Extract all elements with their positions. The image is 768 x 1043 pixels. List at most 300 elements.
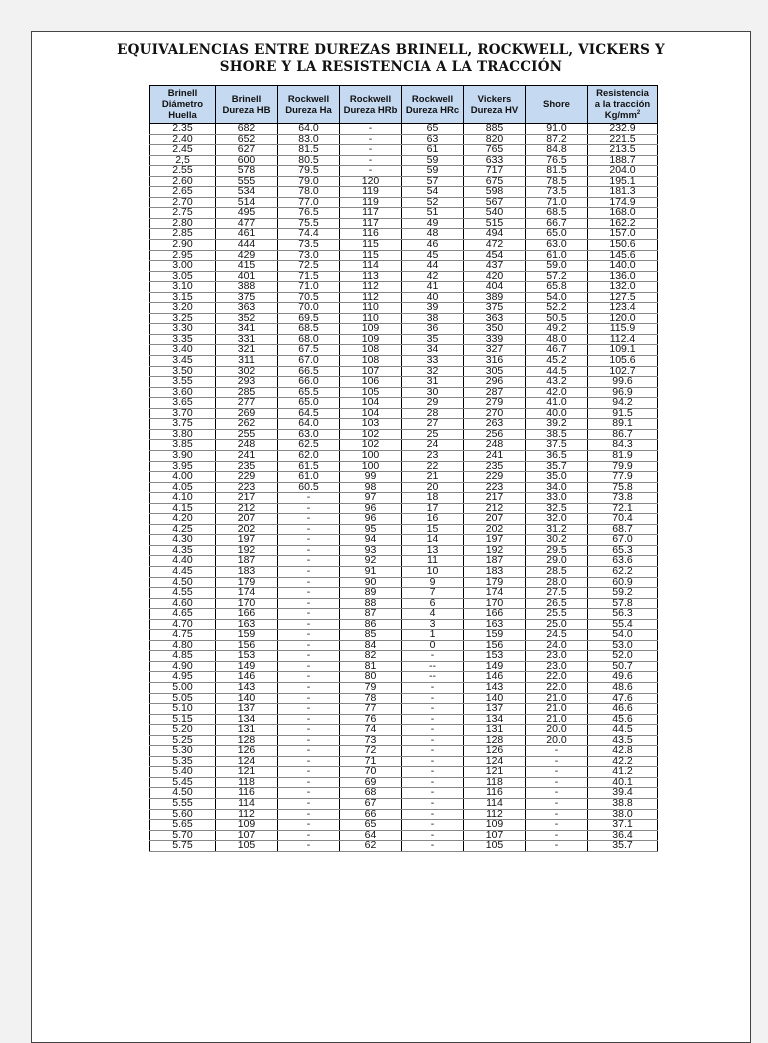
cell-vickers-hv: 109: [464, 820, 526, 831]
cell-shore: 78.5: [526, 176, 588, 187]
cell-brinell-hb: 285: [216, 387, 278, 398]
cell-brinell-hb: 217: [216, 493, 278, 504]
cell-vickers-hv: 494: [464, 229, 526, 240]
cell-rockwell-hrc: 29: [402, 398, 464, 409]
cell-brinell-hb: 302: [216, 366, 278, 377]
cell-brinell-diametro: 5.45: [150, 777, 216, 788]
cell-rockwell-ha: 75.5: [278, 218, 340, 229]
cell-brinell-hb: 255: [216, 429, 278, 440]
cell-brinell-diametro: 4.60: [150, 598, 216, 609]
cell-resistencia-traccion: 72.1: [588, 503, 658, 514]
header-brinell-hb: Brinell Dureza HB: [216, 86, 278, 124]
cell-vickers-hv: 212: [464, 503, 526, 514]
cell-vickers-hv: 229: [464, 472, 526, 483]
cell-brinell-hb: 495: [216, 208, 278, 219]
header-rockwell-ha: Rockwell Dureza Ha: [278, 86, 340, 124]
cell-brinell-diametro: 4.90: [150, 661, 216, 672]
cell-vickers-hv: 223: [464, 482, 526, 493]
table-row: [150, 682, 658, 693]
cell-rockwell-hrc: -: [402, 725, 464, 736]
cell-rockwell-ha: -: [278, 545, 340, 556]
cell-rockwell-ha: -: [278, 820, 340, 831]
cell-rockwell-hrb: 76: [340, 714, 402, 725]
cell-shore: -: [526, 820, 588, 831]
cell-rockwell-hrc: -: [402, 830, 464, 841]
cell-vickers-hv: 598: [464, 187, 526, 198]
cell-shore: 25.5: [526, 609, 588, 620]
cell-vickers-hv: 327: [464, 345, 526, 356]
cell-vickers-hv: 187: [464, 556, 526, 567]
cell-rockwell-hrb: 116: [340, 229, 402, 240]
cell-shore: 71.0: [526, 197, 588, 208]
cell-brinell-diametro: 4.15: [150, 503, 216, 514]
cell-resistencia-traccion: 109.1: [588, 345, 658, 356]
cell-brinell-hb: 140: [216, 693, 278, 704]
cell-brinell-hb: 166: [216, 609, 278, 620]
cell-rockwell-hrc: 41: [402, 282, 464, 293]
cell-vickers-hv: 454: [464, 250, 526, 261]
cell-rockwell-hrc: 6: [402, 598, 464, 609]
cell-rockwell-ha: -: [278, 830, 340, 841]
cell-rockwell-hrc: 63: [402, 134, 464, 145]
cell-brinell-diametro: 2.80: [150, 218, 216, 229]
cell-brinell-diametro: 3.75: [150, 419, 216, 430]
cell-rockwell-hrb: 117: [340, 218, 402, 229]
cell-resistencia-traccion: 42.8: [588, 746, 658, 757]
cell-vickers-hv: 105: [464, 841, 526, 852]
cell-resistencia-traccion: 67.0: [588, 535, 658, 546]
cell-rockwell-hrb: 113: [340, 271, 402, 282]
cell-rockwell-ha: 73.5: [278, 240, 340, 251]
cell-brinell-diametro: 3.65: [150, 398, 216, 409]
cell-shore: 32.5: [526, 503, 588, 514]
cell-vickers-hv: 363: [464, 313, 526, 324]
table-row: [150, 356, 658, 367]
cell-brinell-hb: 331: [216, 334, 278, 345]
cell-brinell-hb: 183: [216, 566, 278, 577]
cell-rockwell-hrc: 48: [402, 229, 464, 240]
header-vickers-hv: Vickers Dureza HV: [464, 86, 526, 124]
cell-rockwell-hrc: -: [402, 682, 464, 693]
cell-shore: 65.8: [526, 282, 588, 293]
cell-rockwell-ha: 68.0: [278, 334, 340, 345]
table-row: [150, 261, 658, 272]
table-header-row: [150, 86, 658, 124]
cell-rockwell-hrb: 107: [340, 366, 402, 377]
cell-brinell-hb: 153: [216, 651, 278, 662]
cell-rockwell-hrc: -: [402, 735, 464, 746]
cell-brinell-hb: 375: [216, 292, 278, 303]
cell-rockwell-ha: 62.5: [278, 440, 340, 451]
table-row: [150, 809, 658, 820]
cell-vickers-hv: 126: [464, 746, 526, 757]
table-row: [150, 756, 658, 767]
cell-rockwell-hrb: 91: [340, 566, 402, 577]
cell-rockwell-hrc: -: [402, 756, 464, 767]
cell-vickers-hv: 121: [464, 767, 526, 778]
cell-shore: 29.5: [526, 545, 588, 556]
table-row: [150, 545, 658, 556]
cell-brinell-diametro: 4.30: [150, 535, 216, 546]
cell-rockwell-hrc: 65: [402, 124, 464, 135]
cell-rockwell-ha: -: [278, 725, 340, 736]
cell-resistencia-traccion: 84.3: [588, 440, 658, 451]
cell-brinell-diametro: 5.75: [150, 841, 216, 852]
cell-vickers-hv: 567: [464, 197, 526, 208]
cell-vickers-hv: 207: [464, 514, 526, 525]
cell-brinell-diametro: 4.00: [150, 472, 216, 483]
cell-resistencia-traccion: 77.9: [588, 472, 658, 483]
cell-rockwell-hrc: 49: [402, 218, 464, 229]
cell-vickers-hv: 305: [464, 366, 526, 377]
cell-brinell-hb: 192: [216, 545, 278, 556]
cell-resistencia-traccion: 81.9: [588, 450, 658, 461]
cell-brinell-diametro: 5.05: [150, 693, 216, 704]
cell-rockwell-hrb: 87: [340, 609, 402, 620]
table-row: [150, 345, 658, 356]
cell-rockwell-ha: 62.0: [278, 450, 340, 461]
cell-vickers-hv: 140: [464, 693, 526, 704]
cell-brinell-hb: 170: [216, 598, 278, 609]
cell-vickers-hv: 235: [464, 461, 526, 472]
cell-shore: 36.5: [526, 450, 588, 461]
cell-resistencia-traccion: 115.9: [588, 324, 658, 335]
table-row: [150, 271, 658, 282]
cell-resistencia-traccion: 94.2: [588, 398, 658, 409]
cell-vickers-hv: 166: [464, 609, 526, 620]
cell-resistencia-traccion: 91.5: [588, 408, 658, 419]
cell-rockwell-ha: -: [278, 535, 340, 546]
cell-shore: 50.5: [526, 313, 588, 324]
cell-brinell-hb: 477: [216, 218, 278, 229]
cell-resistencia-traccion: 99.6: [588, 377, 658, 388]
cell-resistencia-traccion: 56.3: [588, 609, 658, 620]
cell-resistencia-traccion: 39.4: [588, 788, 658, 799]
cell-shore: 84.8: [526, 145, 588, 156]
table-row: [150, 514, 658, 525]
cell-rockwell-hrb: 88: [340, 598, 402, 609]
cell-rockwell-hrb: 109: [340, 324, 402, 335]
cell-resistencia-traccion: 132.0: [588, 282, 658, 293]
cell-shore: 22.0: [526, 672, 588, 683]
cell-rockwell-ha: 71.5: [278, 271, 340, 282]
cell-brinell-diametro: 4.65: [150, 609, 216, 620]
cell-vickers-hv: 179: [464, 577, 526, 588]
title-line-1: EQUIVALENCIAS ENTRE DUREZAS BRINELL, ROCKWELL, VICKERS Y: [117, 42, 665, 58]
cell-rockwell-hrb: 96: [340, 514, 402, 525]
cell-vickers-hv: 156: [464, 640, 526, 651]
cell-rockwell-hrc: 36: [402, 324, 464, 335]
cell-rockwell-ha: 64.5: [278, 408, 340, 419]
cell-brinell-hb: 401: [216, 271, 278, 282]
cell-vickers-hv: 279: [464, 398, 526, 409]
cell-brinell-diametro: 5.40: [150, 767, 216, 778]
cell-rockwell-ha: -: [278, 588, 340, 599]
cell-resistencia-traccion: 105.6: [588, 356, 658, 367]
cell-rockwell-ha: -: [278, 577, 340, 588]
cell-shore: 39.2: [526, 419, 588, 430]
table-row: [150, 777, 658, 788]
cell-resistencia-traccion: 53.0: [588, 640, 658, 651]
cell-rockwell-hrc: 3: [402, 619, 464, 630]
cell-rockwell-ha: -: [278, 598, 340, 609]
table-row: [150, 830, 658, 841]
cell-rockwell-hrc: 54: [402, 187, 464, 198]
cell-rockwell-hrb: 90: [340, 577, 402, 588]
cell-vickers-hv: 163: [464, 619, 526, 630]
cell-brinell-diametro: 3.10: [150, 282, 216, 293]
cell-resistencia-traccion: 213.5: [588, 145, 658, 156]
cell-rockwell-hrc: 57: [402, 176, 464, 187]
cell-brinell-diametro: 3.90: [150, 450, 216, 461]
cell-rockwell-hrb: 109: [340, 334, 402, 345]
table-row: [150, 524, 658, 535]
cell-rockwell-ha: 67.0: [278, 356, 340, 367]
table-row: [150, 725, 658, 736]
title-line-2: SHORE Y LA RESISTENCIA A LA TRACCIÓN: [219, 59, 563, 75]
cell-shore: 66.7: [526, 218, 588, 229]
cell-rockwell-hrb: 77: [340, 704, 402, 715]
table-row: [150, 250, 658, 261]
cell-brinell-diametro: 2.65: [150, 187, 216, 198]
cell-vickers-hv: 287: [464, 387, 526, 398]
cell-brinell-hb: 341: [216, 324, 278, 335]
cell-vickers-hv: 339: [464, 334, 526, 345]
cell-rockwell-hrb: 80: [340, 672, 402, 683]
table-row: [150, 630, 658, 641]
cell-rockwell-hrc: 28: [402, 408, 464, 419]
table-row: [150, 292, 658, 303]
cell-resistencia-traccion: 96.9: [588, 387, 658, 398]
cell-rockwell-hrb: 85: [340, 630, 402, 641]
cell-rockwell-hrb: 78: [340, 693, 402, 704]
cell-brinell-diametro: 3.20: [150, 303, 216, 314]
cell-rockwell-hrc: 9: [402, 577, 464, 588]
cell-vickers-hv: 153: [464, 651, 526, 662]
cell-vickers-hv: 183: [464, 566, 526, 577]
table-row: [150, 493, 658, 504]
cell-shore: 44.5: [526, 366, 588, 377]
cell-rockwell-hrc: 30: [402, 387, 464, 398]
table-row: [150, 408, 658, 419]
cell-rockwell-hrc: 10: [402, 566, 464, 577]
cell-brinell-diametro: 3.85: [150, 440, 216, 451]
cell-rockwell-hrc: 0: [402, 640, 464, 651]
cell-resistencia-traccion: 50.7: [588, 661, 658, 672]
cell-brinell-hb: 149: [216, 661, 278, 672]
cell-brinell-hb: 555: [216, 176, 278, 187]
table-row: [150, 366, 658, 377]
cell-resistencia-traccion: 43.5: [588, 735, 658, 746]
cell-brinell-diametro: 5.55: [150, 799, 216, 810]
cell-resistencia-traccion: 112.4: [588, 334, 658, 345]
cell-shore: 33.0: [526, 493, 588, 504]
cell-brinell-diametro: 2.75: [150, 208, 216, 219]
cell-resistencia-traccion: 140.0: [588, 261, 658, 272]
cell-rockwell-hrb: 102: [340, 429, 402, 440]
cell-brinell-diametro: 5.20: [150, 725, 216, 736]
cell-rockwell-hrc: 7: [402, 588, 464, 599]
cell-rockwell-hrb: 104: [340, 408, 402, 419]
cell-brinell-diametro: 4.85: [150, 651, 216, 662]
cell-resistencia-traccion: 47.6: [588, 693, 658, 704]
cell-vickers-hv: 472: [464, 240, 526, 251]
cell-resistencia-traccion: 195.1: [588, 176, 658, 187]
cell-resistencia-traccion: 204.0: [588, 166, 658, 177]
table-row: [150, 313, 658, 324]
cell-shore: 57.2: [526, 271, 588, 282]
cell-brinell-diametro: 4.35: [150, 545, 216, 556]
cell-rockwell-hrb: 96: [340, 503, 402, 514]
cell-shore: -: [526, 756, 588, 767]
cell-brinell-diametro: 2,5: [150, 155, 216, 166]
cell-brinell-diametro: 4.50: [150, 577, 216, 588]
cell-vickers-hv: 765: [464, 145, 526, 156]
cell-rockwell-ha: -: [278, 566, 340, 577]
cell-rockwell-hrb: 100: [340, 450, 402, 461]
table-row: [150, 714, 658, 725]
document-page: [31, 31, 751, 1043]
cell-vickers-hv: 404: [464, 282, 526, 293]
cell-brinell-hb: 202: [216, 524, 278, 535]
cell-resistencia-traccion: 73.8: [588, 493, 658, 504]
cell-rockwell-hrc: 40: [402, 292, 464, 303]
cell-rockwell-ha: -: [278, 661, 340, 672]
cell-shore: 41.0: [526, 398, 588, 409]
cell-rockwell-ha: 66.0: [278, 377, 340, 388]
cell-resistencia-traccion: 168.0: [588, 208, 658, 219]
cell-brinell-diametro: 2.85: [150, 229, 216, 240]
cell-rockwell-hrc: 35: [402, 334, 464, 345]
cell-brinell-diametro: 2.45: [150, 145, 216, 156]
cell-resistencia-traccion: 37.1: [588, 820, 658, 831]
cell-rockwell-ha: 79.0: [278, 176, 340, 187]
cell-rockwell-hrb: 94: [340, 535, 402, 546]
cell-vickers-hv: 437: [464, 261, 526, 272]
cell-rockwell-hrb: 79: [340, 682, 402, 693]
cell-resistencia-traccion: 181.3: [588, 187, 658, 198]
cell-vickers-hv: 540: [464, 208, 526, 219]
cell-rockwell-hrc: --: [402, 661, 464, 672]
cell-brinell-hb: 578: [216, 166, 278, 177]
cell-rockwell-hrb: 108: [340, 356, 402, 367]
cell-rockwell-ha: -: [278, 651, 340, 662]
cell-resistencia-traccion: 35.7: [588, 841, 658, 852]
cell-brinell-diametro: 3.30: [150, 324, 216, 335]
cell-rockwell-hrb: 120: [340, 176, 402, 187]
cell-rockwell-hrb: 110: [340, 313, 402, 324]
header-rockwell-hrc: Rockwell Dureza HRc: [402, 86, 464, 124]
header-brinell-diametro: Brinell Diámetro Huella: [150, 86, 216, 124]
cell-shore: 25.0: [526, 619, 588, 630]
cell-rockwell-ha: 73.0: [278, 250, 340, 261]
table-row: [150, 166, 658, 177]
cell-resistencia-traccion: 68.7: [588, 524, 658, 535]
cell-rockwell-hrc: 34: [402, 345, 464, 356]
cell-rockwell-hrc: 24: [402, 440, 464, 451]
cell-brinell-hb: 293: [216, 377, 278, 388]
cell-brinell-hb: 600: [216, 155, 278, 166]
cell-brinell-diametro: 5.25: [150, 735, 216, 746]
cell-brinell-hb: 262: [216, 419, 278, 430]
cell-resistencia-traccion: 54.0: [588, 630, 658, 641]
cell-rockwell-ha: -: [278, 767, 340, 778]
cell-brinell-diametro: 3.05: [150, 271, 216, 282]
cell-resistencia-traccion: 42.2: [588, 756, 658, 767]
cell-rockwell-hrc: -: [402, 809, 464, 820]
table-row: [150, 450, 658, 461]
cell-vickers-hv: 717: [464, 166, 526, 177]
cell-rockwell-hrb: 70: [340, 767, 402, 778]
cell-rockwell-ha: -: [278, 619, 340, 630]
cell-rockwell-ha: 79.5: [278, 166, 340, 177]
cell-rockwell-hrc: -: [402, 777, 464, 788]
cell-rockwell-hrc: 39: [402, 303, 464, 314]
cell-vickers-hv: 256: [464, 429, 526, 440]
cell-rockwell-hrc: 16: [402, 514, 464, 525]
cell-rockwell-hrb: 92: [340, 556, 402, 567]
cell-shore: 54.0: [526, 292, 588, 303]
cell-vickers-hv: 114: [464, 799, 526, 810]
cell-resistencia-traccion: 55.4: [588, 619, 658, 630]
cell-shore: 40.0: [526, 408, 588, 419]
cell-shore: 76.5: [526, 155, 588, 166]
cell-rockwell-hrb: 112: [340, 282, 402, 293]
cell-brinell-hb: 321: [216, 345, 278, 356]
cell-rockwell-ha: 67.5: [278, 345, 340, 356]
cell-brinell-hb: 146: [216, 672, 278, 683]
cell-resistencia-traccion: 45.6: [588, 714, 658, 725]
cell-resistencia-traccion: 123.4: [588, 303, 658, 314]
cell-rockwell-hrc: --: [402, 672, 464, 683]
cell-brinell-diametro: 3.50: [150, 366, 216, 377]
cell-vickers-hv: 202: [464, 524, 526, 535]
cell-vickers-hv: 159: [464, 630, 526, 641]
table-row: [150, 799, 658, 810]
cell-rockwell-ha: -: [278, 640, 340, 651]
cell-brinell-hb: 212: [216, 503, 278, 514]
cell-brinell-diametro: 3.40: [150, 345, 216, 356]
cell-rockwell-hrc: 33: [402, 356, 464, 367]
cell-shore: 52.2: [526, 303, 588, 314]
cell-brinell-hb: 116: [216, 788, 278, 799]
cell-shore: -: [526, 799, 588, 810]
cell-rockwell-hrb: 71: [340, 756, 402, 767]
table-row: [150, 609, 658, 620]
cell-rockwell-ha: -: [278, 746, 340, 757]
cell-brinell-diametro: 3.80: [150, 429, 216, 440]
cell-rockwell-ha: 72.5: [278, 261, 340, 272]
cell-resistencia-traccion: 65.3: [588, 545, 658, 556]
cell-brinell-diametro: 2.40: [150, 134, 216, 145]
cell-brinell-hb: 105: [216, 841, 278, 852]
cell-resistencia-traccion: 79.9: [588, 461, 658, 472]
cell-vickers-hv: 170: [464, 598, 526, 609]
cell-resistencia-traccion: 86.7: [588, 429, 658, 440]
cell-brinell-diametro: 4.05: [150, 482, 216, 493]
cell-shore: 61.0: [526, 250, 588, 261]
table-row: [150, 229, 658, 240]
cell-shore: 91.0: [526, 124, 588, 135]
cell-brinell-hb: 223: [216, 482, 278, 493]
cell-rockwell-ha: 69.5: [278, 313, 340, 324]
cell-shore: 34.0: [526, 482, 588, 493]
cell-brinell-diametro: 3.70: [150, 408, 216, 419]
cell-vickers-hv: 112: [464, 809, 526, 820]
cell-shore: 45.2: [526, 356, 588, 367]
cell-brinell-diametro: 4.40: [150, 556, 216, 567]
cell-vickers-hv: 389: [464, 292, 526, 303]
